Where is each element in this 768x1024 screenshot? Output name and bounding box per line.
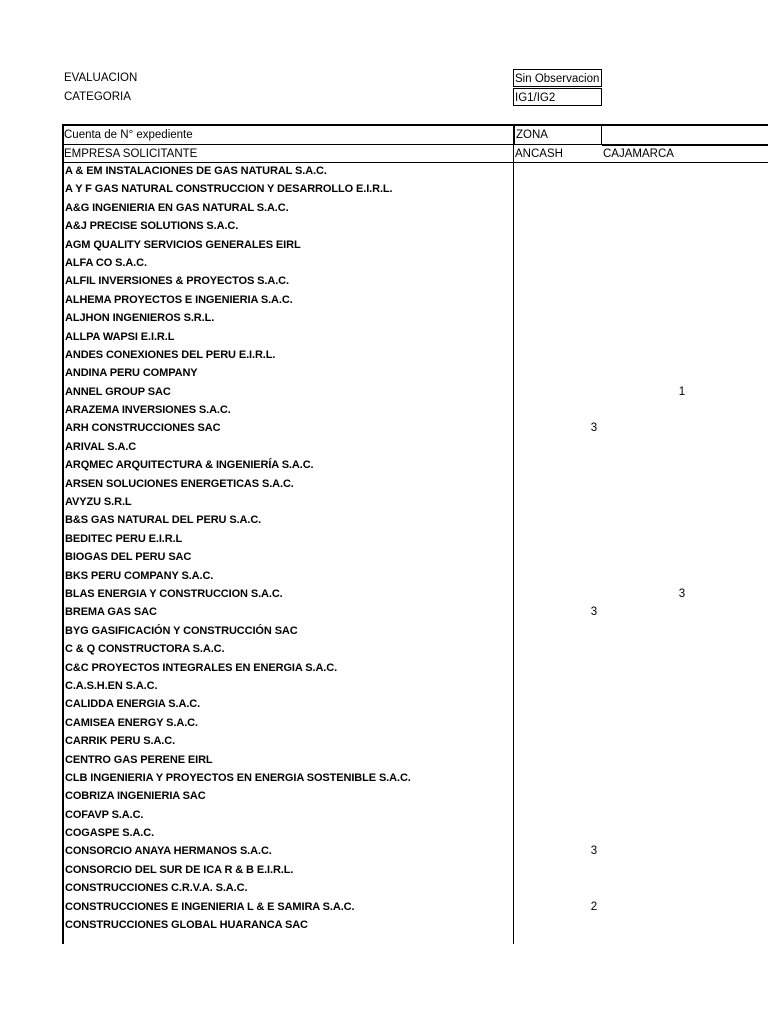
zona-field-label[interactable]: ZONA (514, 126, 602, 145)
zone-cajamarca-header[interactable]: CAJAMARCA (603, 148, 674, 160)
empresa-name-cell[interactable]: CONSORCIO ANAYA HERMANOS S.A.C. (65, 845, 272, 858)
empresa-name-cell[interactable]: COFAVP S.A.C. (65, 808, 144, 821)
count-field-label[interactable]: Cuenta de N° expediente (64, 129, 193, 141)
table-row (62, 401, 768, 419)
empresa-name-cell[interactable]: ARAZEMA INVERSIONES S.A.C. (65, 404, 231, 417)
table-row (62, 199, 768, 217)
empresa-name-cell[interactable]: ARQMEC ARQUITECTURA & INGENIERÍA S.A.C. (65, 459, 314, 472)
empresa-name-cell[interactable]: COGASPE S.A.C. (65, 827, 155, 840)
table-row (62, 714, 768, 732)
evaluacion-filter-cell[interactable]: Sin Observacion (513, 69, 602, 87)
pivot-table-body (62, 162, 768, 934)
table-row (62, 272, 768, 290)
empresa-name-cell[interactable]: C & Q CONSTRUCTORA S.A.C. (65, 643, 225, 656)
table-row (62, 640, 768, 658)
empresa-name-cell[interactable]: ARH CONSTRUCCIONES SAC (65, 422, 221, 435)
pivot-column-header-row (62, 144, 768, 163)
zone-ancash-header[interactable]: ANCASH (515, 148, 563, 160)
table-row (62, 806, 768, 824)
table-row (62, 254, 768, 272)
empresa-name-cell[interactable]: BREMA GAS SAC (65, 606, 157, 619)
table-row (62, 438, 768, 456)
table-row (62, 732, 768, 750)
empresa-name-cell[interactable]: A & EM INSTALACIONES DE GAS NATURAL S.A.C. (65, 165, 327, 177)
table-row (62, 364, 768, 382)
table-row (62, 162, 768, 180)
table-row (62, 622, 768, 640)
table-row (62, 530, 768, 548)
evaluacion-label: EVALUACION (64, 72, 138, 84)
table-row (62, 180, 768, 198)
empresa-name-cell[interactable]: C.A.S.H.EN S.A.C. (65, 679, 158, 692)
empresa-name-cell[interactable]: ALFA CO S.A.C. (65, 256, 147, 269)
table-row (62, 787, 768, 805)
empresa-name-cell[interactable]: BKS PERU COMPANY S.A.C. (65, 569, 214, 582)
empresa-name-cell[interactable]: ALJHON INGENIEROS S.R.L. (65, 312, 215, 325)
empresa-name-cell[interactable]: ALHEMA PROYECTOS E INGENIERIA S.A.C. (65, 293, 293, 306)
empresa-name-cell[interactable]: AGM QUALITY SERVICIOS GENERALES EIRL (65, 238, 301, 251)
empresa-name-cell[interactable]: ALLPA WAPSI E.I.R.L (65, 330, 175, 343)
zona-empty-cell (602, 126, 768, 146)
empresa-name-cell[interactable]: BLAS ENERGIA Y CONSTRUCCION S.A.C. (65, 587, 283, 600)
empresa-name-cell[interactable]: BEDITEC PERU E.I.R.L (65, 532, 183, 545)
table-row (62, 861, 768, 879)
next-zone-count-cell[interactable]: 1 (678, 385, 686, 398)
empresa-name-cell[interactable]: COBRIZA INGENIERIA SAC (65, 790, 206, 803)
empresa-name-cell[interactable]: A&J PRECISE SOLUTIONS S.A.C. (65, 220, 239, 233)
table-row (62, 603, 768, 621)
ancash-count-cell[interactable]: 3 (590, 606, 598, 619)
ancash-count-cell[interactable]: 3 (590, 422, 598, 435)
pivot-header-row (62, 124, 768, 144)
empresa-name-cell[interactable]: ARIVAL S.A.C (65, 440, 137, 453)
empresa-name-cell[interactable]: CENTRO GAS PERENE EIRL (65, 753, 213, 766)
table-row (62, 309, 768, 327)
categoria-filter-cell[interactable]: IG1/IG2 (513, 88, 602, 106)
table-row (62, 493, 768, 511)
categoria-label: CATEGORIA (64, 91, 131, 103)
table-row (62, 291, 768, 309)
table-row (62, 548, 768, 566)
table-row (62, 585, 768, 603)
table-row (62, 346, 768, 364)
table-row (62, 328, 768, 346)
ancash-count-cell[interactable]: 3 (590, 845, 598, 858)
empresa-name-cell[interactable]: BYG GASIFICACIÓN Y CONSTRUCCIÓN SAC (65, 624, 298, 637)
empresa-name-cell[interactable]: AVYZU S.R.L (65, 496, 132, 509)
table-row (62, 475, 768, 493)
empresa-name-cell[interactable]: CAMISEA ENERGY S.A.C. (65, 716, 198, 729)
empresa-name-cell[interactable]: ANNEL GROUP SAC (65, 385, 171, 398)
empresa-name-cell[interactable]: A Y F GAS NATURAL CONSTRUCCION Y DESARROLLO E.I.R.L. (65, 183, 393, 196)
table-row (62, 916, 768, 934)
table-row (62, 769, 768, 787)
table-row (62, 236, 768, 254)
table-row (62, 898, 768, 916)
table-row (62, 695, 768, 713)
empresa-name-cell[interactable]: CONSORCIO DEL SUR DE ICA R & B E.I.R.L. (65, 863, 294, 876)
empresa-name-cell[interactable]: CARRIK PERU S.A.C. (65, 735, 176, 748)
empresa-name-cell[interactable]: ALFIL INVERSIONES & PROYECTOS S.A.C. (65, 275, 289, 288)
table-row (62, 456, 768, 474)
empresa-name-cell[interactable]: ANDES CONEXIONES DEL PERU E.I.R.L. (65, 348, 276, 361)
empresa-name-cell[interactable]: C&C PROYECTOS INTEGRALES EN ENERGIA S.A.C. (65, 661, 338, 674)
next-zone-count-cell[interactable]: 3 (678, 587, 686, 600)
empresa-name-cell[interactable]: ARSEN SOLUCIONES ENERGETICAS S.A.C. (65, 477, 294, 490)
table-row (62, 217, 768, 235)
empresa-name-cell[interactable]: A&G INGENIERIA EN GAS NATURAL S.A.C. (65, 201, 289, 214)
ancash-count-cell[interactable]: 2 (590, 900, 598, 913)
table-row (62, 383, 768, 401)
empresa-name-cell[interactable]: B&S GAS NATURAL DEL PERU S.A.C. (65, 514, 262, 527)
table-row (62, 824, 768, 842)
table-row (62, 419, 768, 437)
empresa-name-cell[interactable]: CONSTRUCCIONES C.R.V.A. S.A.C. (65, 882, 248, 895)
empresa-name-cell[interactable]: BIOGAS DEL PERU SAC (65, 551, 192, 564)
table-row (62, 659, 768, 677)
table-row (62, 511, 768, 529)
table-row (62, 567, 768, 585)
empresa-name-cell[interactable]: ANDINA PERU COMPANY (65, 367, 198, 380)
empresa-name-cell[interactable]: CLB INGENIERIA Y PROYECTOS EN ENERGIA SOSTENIBLE S.A.C. (65, 771, 411, 784)
empresa-name-cell[interactable]: CONSTRUCCIONES E INGENIERIA L & E SAMIRA S.A.C. (65, 900, 355, 913)
table-row (62, 879, 768, 897)
empresa-name-cell[interactable]: CALIDDA ENERGIA S.A.C. (65, 698, 201, 711)
empresa-name-cell[interactable]: CONSTRUCCIONES GLOBAL HUARANCA SAC (65, 919, 308, 932)
table-row (62, 751, 768, 769)
empresa-field-label[interactable]: EMPRESA SOLICITANTE (64, 148, 198, 160)
table-row (62, 677, 768, 695)
table-row (62, 842, 768, 860)
